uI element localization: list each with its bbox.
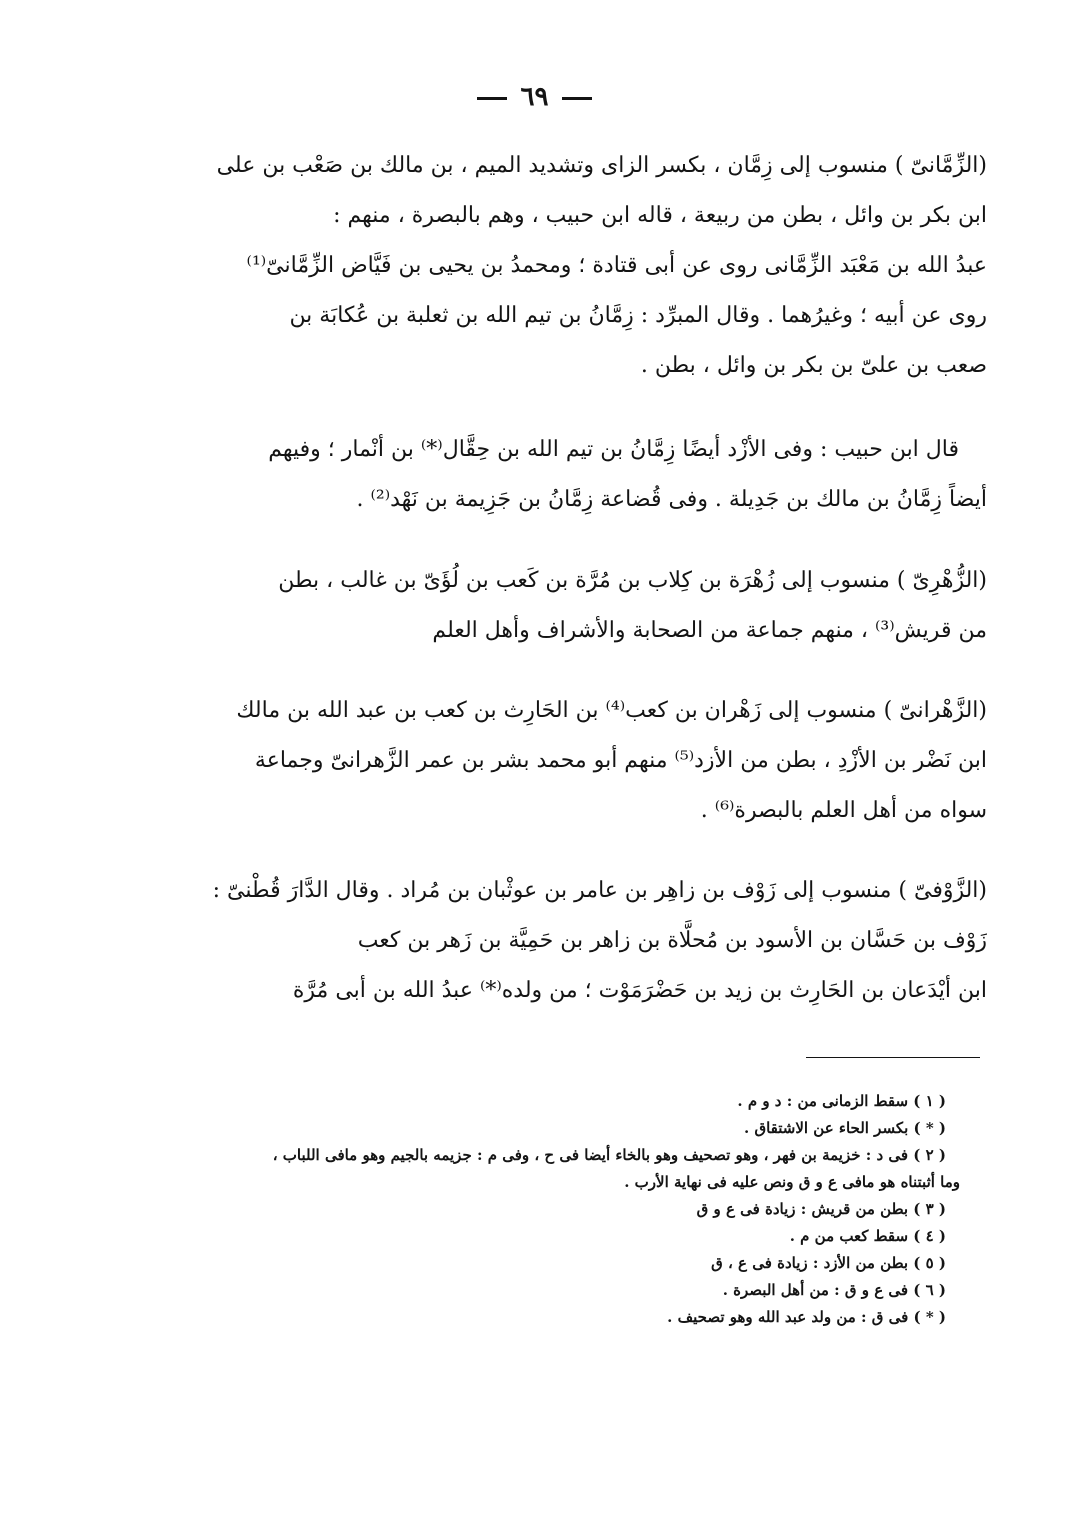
footnote: ( * ) بكسر الحاء عن الاشتقاق . [744, 1119, 946, 1137]
text-line: روى عن أبيه ؛ وغيرُهما . وقال المبرِّد : زِمَّانُ بن تيم الله بن ثعلبة بن عُكابَة بن [289, 303, 987, 328]
entry-zuhri [155, 556, 987, 656]
footnote: ( ٥ ) بطن من الأزد : زيادة فى ع ، ق [711, 1254, 946, 1272]
text-line: قال ابن حبيب : وفى الأزْد أيضًا زِمَّانُ بن تيم الله بن حِقَّال⁽*⁾ بن أنْمار ؛ وفيهم [268, 437, 959, 462]
text-line: من قريش⁽³⁾ ، منهم جماعة من الصحابة والأشراف وأهل العلم [432, 618, 987, 643]
entry-ibn-habib [155, 425, 987, 525]
text-line: (الزِّمَّانىّ ) منسوب إلى زِمَّان ، بكسر الزاى وتشديد الميم ، بن مالك بن صَعْب بن على [216, 153, 987, 178]
text-line: أيضاً زِمَّانُ بن مالك بن جَدِيلة . وفى قُضاعة زِمَّانُ بن جَزِيمة بن نَهْد⁽²⁾ . [356, 487, 987, 512]
text-line: (الزَّوْفىّ ) منسوب إلى زَوْف بن زاهِر بن عامر بن عوثْبان بن مُراد . وقال الدَّارَ قُطْنىّ : [212, 878, 987, 903]
entry-zimmani [155, 141, 987, 391]
text-line: ابن أيْدَعان بن الحَارِث بن زيد بن حَضْرَمَوْت ؛ من ولده⁽*⁾ عبدُ الله بن أبى مُرَّة [292, 978, 987, 1003]
header-dash-left [562, 97, 592, 100]
footnote-divider [806, 1057, 980, 1058]
footnote: ( * ) فى ق : من ولد عبد الله وهو تصحيف . [667, 1308, 946, 1326]
page-header [0, 82, 1069, 112]
text-line: (الزُّهْرِىّ ) منسوب إلى زُهْرَة بن كِلاب بن مُرَّة بن كَعب بن لُؤَىّ بن غالب ، بطن [278, 568, 987, 593]
text-line: (الزَّهْرانىّ ) منسوب إلى زَهْران بن كعب⁽⁴⁾ بن الحَارِث بن كعب بن عبد الله بن مالك [236, 698, 987, 723]
footnote: ( ٢ ) فى د : خزيمة بن فهر ، وهو تصحيف وهو بالخاء أيضا فى ح ، وفى م : جزيمه بالجيم وهو مافى اللباب ، [272, 1146, 946, 1164]
text-line: عبدُ الله بن مَعْبَد الزِّمَّانى روى عن أبى قتادة ؛ ومحمدُ بن يحيى بن فَيَّاض الزِّمَّانىّ⁽¹⁾ [246, 253, 987, 278]
footnote: ( ١ ) سقط الزمانى من : د و م . [737, 1092, 946, 1110]
footnotes [140, 1088, 960, 1331]
text-line: ابن بكر بن وائل ، بطن من ربيعة ، قاله ابن حبيب ، وهم بالبصرة ، منهم : [333, 203, 987, 228]
footnote: ( ٣ ) بطن من قريش : زيادة فى ع و ق [696, 1200, 946, 1218]
footnote-continuation: وما أثبتناه هو مافى ع و ق ونص عليه فى نهاية الأرب . [624, 1173, 960, 1191]
entry-zawfi [155, 866, 987, 1016]
header-dash-right [477, 97, 507, 100]
text-line: سواه من أهل العلم بالبصرة⁽⁶⁾ . [700, 798, 987, 823]
text-line: زَوْف بن حَسَّان بن الأسود بن مُحلَّاة بن زاهر بن حَمِيَّة بن زَهر بن كعب [357, 928, 987, 953]
footnote: ( ٦ ) فى ع و ق : من أهل البصرة . [722, 1281, 946, 1299]
page-number: ٦٩ [520, 82, 549, 112]
text-line: صعب بن علىّ بن بكر بن وائل ، بطن . [640, 353, 987, 378]
text-line: ابن نَضْر بن الأزْدِ ، بطن من الأزد⁽⁵⁾ منهم أبو محمد بشر بن عمر الزَّهرانىّ وجماعة [254, 748, 987, 773]
entry-zahrani [155, 686, 987, 836]
footnote: ( ٤ ) سقط كعب من م . [789, 1227, 946, 1245]
